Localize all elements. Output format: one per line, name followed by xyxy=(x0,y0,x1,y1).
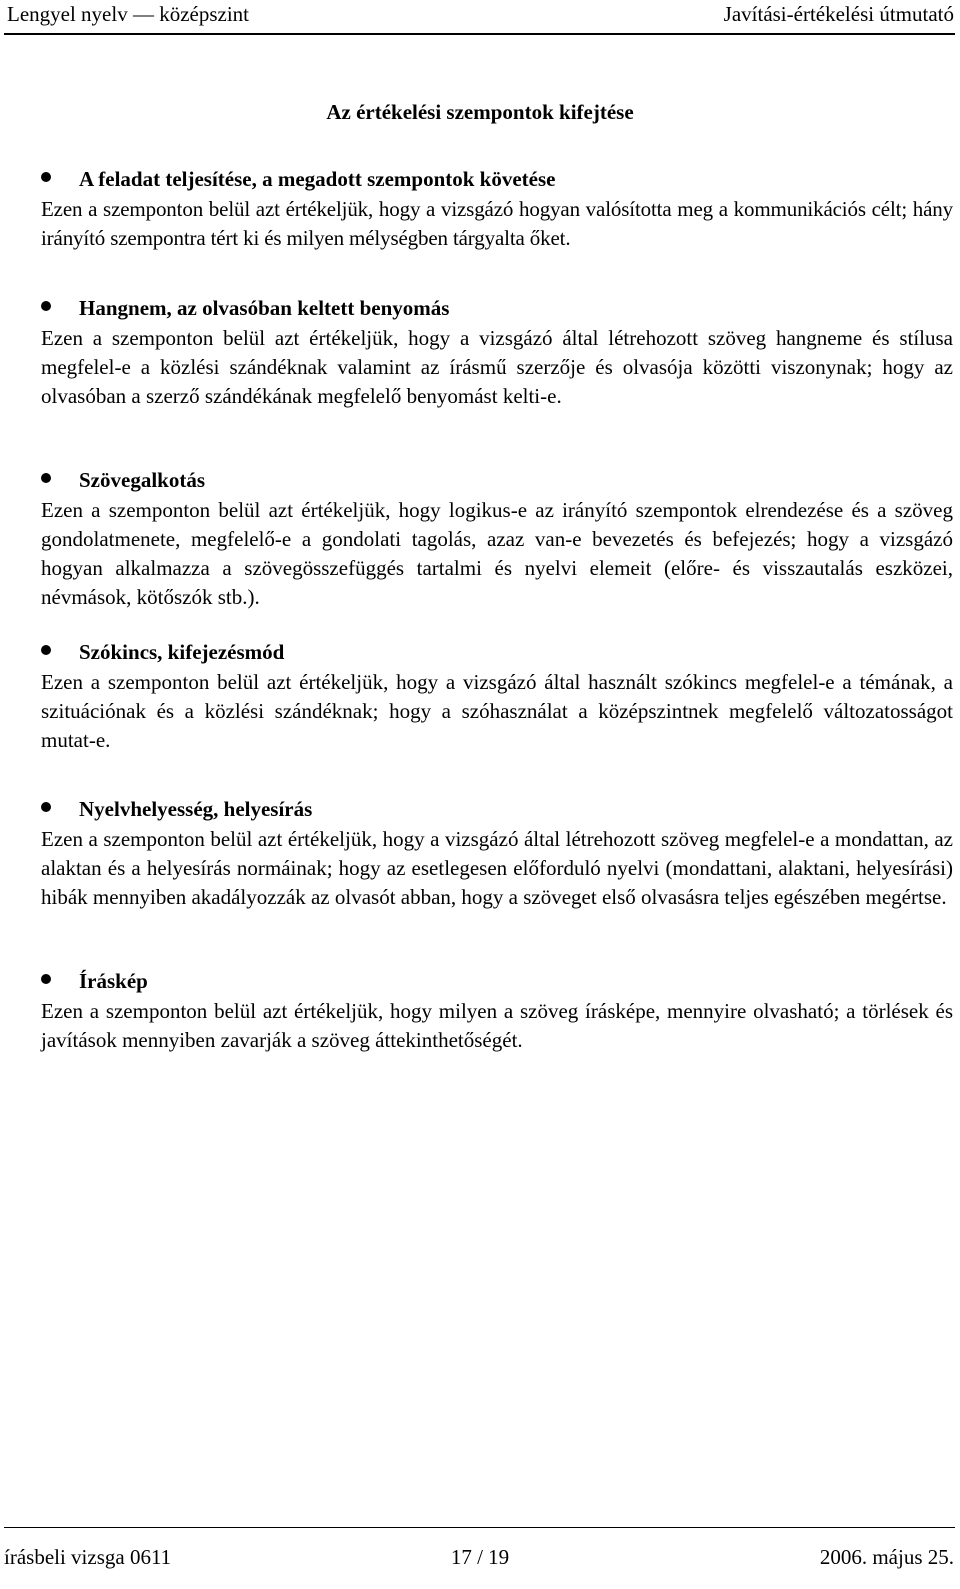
bullet-icon xyxy=(41,473,51,483)
criterion-heading xyxy=(41,294,953,324)
bullet-icon xyxy=(41,802,51,812)
criterion-title: Szókincs, kifejezésmód xyxy=(79,640,285,664)
bullet-icon xyxy=(41,301,51,311)
criterion-heading xyxy=(41,638,953,668)
page-header xyxy=(0,0,960,37)
footer-divider xyxy=(4,1527,955,1528)
criterion-heading xyxy=(41,165,953,195)
criterion-heading xyxy=(41,466,953,496)
criterion-title: Íráskép xyxy=(79,969,148,993)
criterion-handwriting xyxy=(41,967,953,1055)
criterion-description: Ezen a szemponton belül azt értékeljük, hogy a vizsgázó által használt szókincs megfelel-e a témának, a szituációnak és a közlési szándéknak; hogy a szóhasználat a középszintnek megfelelő változatosságot mutat-e. xyxy=(41,670,953,752)
criterion-tone xyxy=(41,294,953,411)
footer-date: 2006. május 25. xyxy=(819,1545,954,1569)
footer-page-number: 17 / 19 xyxy=(450,1545,510,1569)
criterion-heading xyxy=(41,967,953,997)
footer-exam-code: írásbeli vizsga 0611 xyxy=(4,1545,172,1569)
criterion-title: Hangnem, az olvasóban keltett benyomás xyxy=(79,296,450,320)
criterion-description: Ezen a szemponton belül azt értékeljük, hogy a vizsgázó által létrehozott szöveg hangneme és stílusa megfelel-e a közlési szándéknak valamint az írásmű szerzője és olvasója közötti viszonynak; hogy az olvasóban a szerző szándékának megfelelő benyomást kelti-e. xyxy=(41,326,953,408)
criterion-description: Ezen a szemponton belül azt értékeljük, hogy logikus-e az irányító szempontok elrendezése és a szöveg gondolatmenete, megfelelő-e a gondolati tagolás, azaz van-e bevezetés és befejezés; hogy a vizsgázó hogyan alkalmazza a szövegösszefüggés tartalmi és nyelvi elemeit (előre- és visszautalás eszközei, névmások, kötőszók stb.). xyxy=(41,498,953,609)
criterion-grammar-spelling xyxy=(41,795,953,912)
criterion-title: Nyelvhelyesség, helyesírás xyxy=(79,797,313,821)
criterion-text-composition xyxy=(41,466,953,612)
bullet-icon xyxy=(41,172,51,182)
header-document-type: Javítási-értékelési útmutató xyxy=(723,2,954,26)
criterion-description: Ezen a szemponton belül azt értékeljük, hogy a vizsgázó által létrehozott szöveg megfelel-e a mondattan, az alaktan és a helyesírás normáinak; hogy az esetlegesen előforduló nyelvi (mondattani, alaktani, helyesírási) hibák mennyiben akadályozzák az olvasót abban, hogy a szöveget első olvasásra teljes egészében megértse. xyxy=(41,827,953,909)
criterion-title: A feladat teljesítése, a megadott szempontok követése xyxy=(79,167,556,191)
criterion-description: Ezen a szemponton belül azt értékeljük, hogy a vizsgázó hogyan valósította meg a kommunikációs célt; hány irányító szempontra tért ki és milyen mélységben tárgyalta őket. xyxy=(41,197,953,250)
criterion-task-completion xyxy=(41,165,953,253)
criterion-description: Ezen a szemponton belül azt értékeljük, hogy milyen a szöveg írásképe, mennyire olvasható; a törlések és javítások mennyiben zavarják a szöveg áttekinthetőségét. xyxy=(41,999,953,1052)
header-subject: Lengyel nyelv — középszint xyxy=(7,2,250,26)
bullet-icon xyxy=(41,645,51,655)
criterion-vocabulary xyxy=(41,638,953,755)
criterion-title: Szövegalkotás xyxy=(79,468,205,492)
criterion-heading xyxy=(41,795,953,825)
page-title: Az értékelési szempontok kifejtése xyxy=(326,100,634,124)
header-divider xyxy=(4,33,955,35)
bullet-icon xyxy=(41,974,51,984)
